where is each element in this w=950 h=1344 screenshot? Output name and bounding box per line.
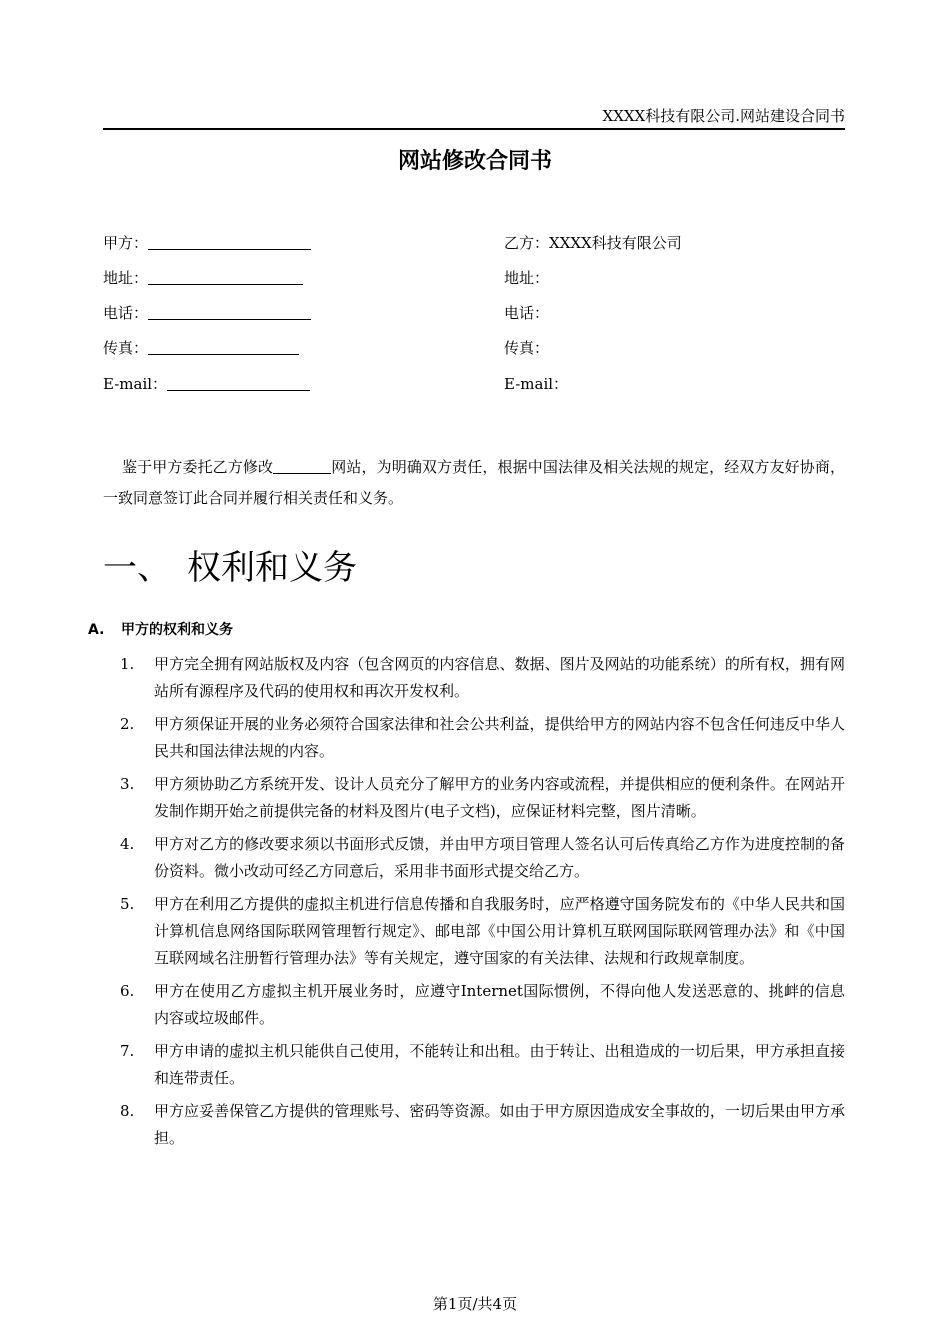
section-number: 一、 [103, 548, 171, 588]
party-a-phone-field [103, 302, 311, 324]
clause-text: 甲方对乙方的修改要求须以书面形式反馈，并由甲方项目管理人签名认可后传真给乙方作为进度控制的备份资料。微小改动可经乙方同意后，采用非书面形式提交给乙方。 [154, 835, 845, 880]
party-a-name-label: 甲方： [103, 234, 149, 252]
clause-list [0, 651, 950, 1158]
clause-item [0, 831, 845, 885]
subsection-heading [88, 619, 233, 641]
party-a-email-field [103, 373, 310, 395]
clause-text: 甲方完全拥有网站版权及内容（包含网页的内容信息、数据、图片及网站的功能系统）的所有权，拥有网站所有源程序及代码的使用权和再次开发权利。 [154, 655, 845, 700]
clause-text: 甲方须协助乙方系统开发、设计人员充分了解甲方的业务内容或流程，并提供相应的便利条件。在网站开发制作期开始之前提供完备的材料及图片(电子文档)，应保证材料完整，图片清晰。 [154, 775, 845, 820]
clause-item [0, 1038, 845, 1092]
section-heading [103, 546, 357, 590]
page-footer: 第1页/共4页 [432, 1295, 518, 1313]
clause-number: 8. [120, 1102, 135, 1120]
party-a-name-field [103, 232, 311, 254]
clause-item [0, 978, 845, 1032]
clause-text: 甲方应妥善保管乙方提供的管理账号、密码等资源。如由于甲方原因造成安全事故的，一切后果由甲方承担。 [154, 1102, 845, 1147]
party-b-name-label: 乙方： [504, 234, 550, 252]
party-a-email-label: E-mail： [103, 375, 168, 393]
clause-item [0, 651, 845, 705]
clause-number: 4. [120, 835, 135, 853]
party-a-phone-label: 电话： [103, 304, 149, 322]
document-title: 网站修改合同书 [397, 149, 552, 174]
party-a-fax-blank [148, 339, 299, 355]
clause-number: 7. [120, 1042, 135, 1060]
intro-text-after: 网站，为明确双方责任，根据中国法律及相关法规的规定，经双方友好协商，一致同意签订此合同并履行相关责任和义务。 [103, 458, 845, 507]
clause-text: 甲方须保证开展的业务必须符合国家法律和社会公共利益，提供给甲方的网站内容不包含任何违反中华人民共和国法律法规的内容。 [154, 715, 845, 760]
party-b-name-field [504, 232, 682, 254]
clause-item [0, 891, 845, 972]
party-b-email-label: E-mail： [504, 375, 569, 393]
intro-text-before: 鉴于甲方委托乙方修改 [122, 458, 274, 476]
party-b-phone-label: 电话： [504, 304, 550, 322]
clause-number: 3. [120, 775, 135, 793]
party-a-phone-blank [148, 304, 311, 320]
party-a-address-label: 地址： [103, 269, 149, 287]
intro-paragraph [103, 452, 845, 514]
clause-item [0, 1098, 845, 1152]
clause-text: 甲方申请的虚拟主机只能供自己使用，不能转让和出租。由于转让、出租造成的一切后果，甲方承担直接和连带责任。 [154, 1042, 845, 1087]
clause-number: 6. [120, 982, 135, 1000]
running-header: XXXX科技有限公司.网站建设合同书 [103, 106, 845, 130]
clause-text: 甲方在使用乙方虚拟主机开展业务时，应遵守Internet国际惯例，不得向他人发送恶意的、挑衅的信息内容或垃圾邮件。 [154, 982, 845, 1027]
party-a-address-blank [148, 269, 303, 285]
party-a-address-field [103, 267, 303, 289]
clause-item [0, 711, 845, 765]
party-a-fax-label: 传真： [103, 339, 149, 357]
clause-number: 1. [120, 655, 135, 673]
party-b-name-value: XXXX科技有限公司 [549, 234, 682, 252]
party-a-name-blank [148, 234, 311, 250]
clause-text: 甲方在利用乙方提供的虚拟主机进行信息传播和自我服务时，应严格遵守国务院发布的《中华人民共和国计算机信息网络国际联网管理暂行规定》、邮电部《中国公用计算机互联网国际联网管理办法》和《中国互联网域名注册暂行管理办法》等有关规定，遵守国家的有关法律、法规和行政规章制度。 [154, 895, 845, 967]
party-a-email-blank [167, 375, 310, 391]
clause-item [0, 771, 845, 825]
clause-number: 5. [120, 895, 135, 913]
subsection-title: 甲方的权利和义务 [121, 622, 233, 638]
subsection-letter: A. [88, 622, 105, 638]
section-title: 权利和义务 [187, 548, 357, 588]
party-b-address-label: 地址： [504, 269, 550, 287]
party-a-fax-field [103, 337, 299, 359]
clause-number: 2. [120, 715, 135, 733]
party-b-fax-label: 传真： [504, 339, 550, 357]
website-name-blank [273, 458, 331, 474]
